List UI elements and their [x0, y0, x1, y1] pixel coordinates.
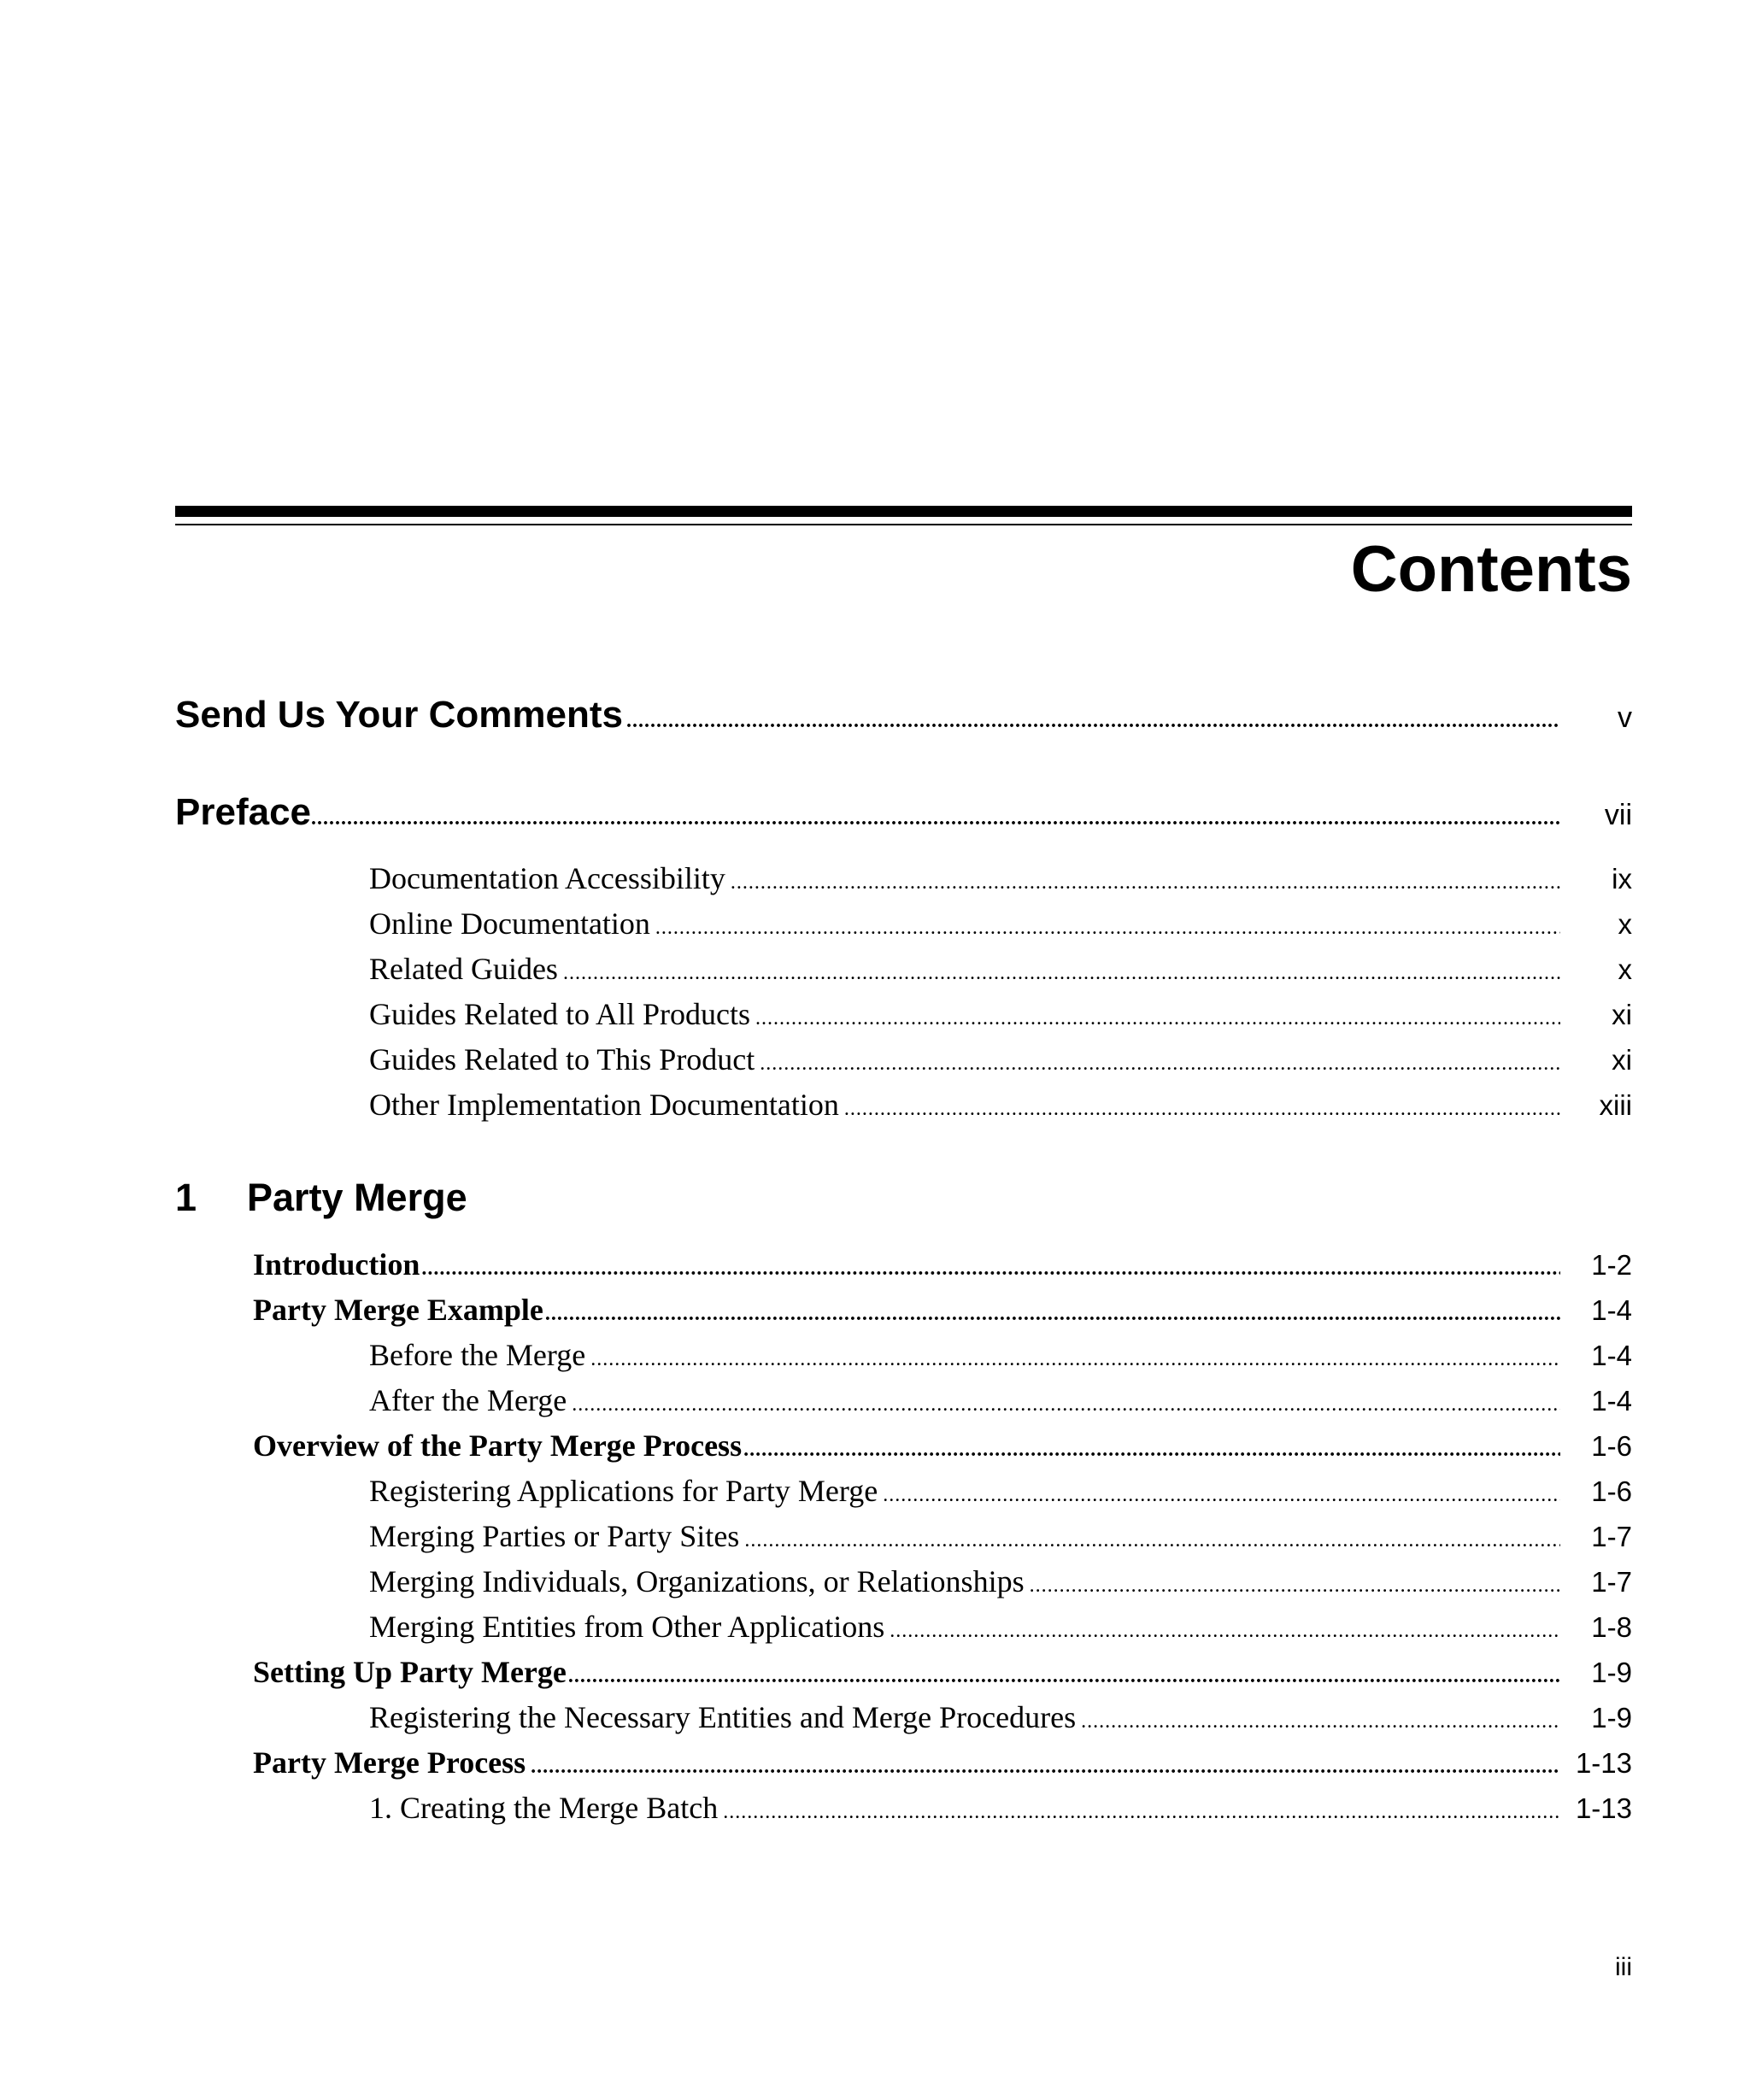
dot-leader [626, 710, 1560, 733]
toc-entry-preface[interactable] [175, 791, 1632, 834]
toc-entry-label: Party Merge Example [253, 1293, 543, 1327]
toc-entry-page: 1-4 [1591, 1385, 1632, 1417]
dot-leader [590, 1348, 1560, 1371]
chapter-title: Party Merge [247, 1176, 467, 1219]
dot-leader [744, 1529, 1560, 1552]
toc-entry-label: Merging Entities from Other Applications [369, 1610, 885, 1644]
toc-entry-party-merge-example[interactable] [253, 1292, 1632, 1328]
toc-entry-label: Before the Merge [369, 1338, 586, 1372]
toc-entry-page: 1-7 [1591, 1521, 1632, 1552]
dot-leader [743, 1439, 1560, 1462]
toc-entry-label: Introduction [253, 1247, 420, 1282]
toc-entry-party-merge-process[interactable] [253, 1745, 1632, 1780]
toc-entry-introduction[interactable] [253, 1247, 1632, 1282]
dot-leader [572, 1393, 1560, 1417]
toc-entry-registering-applications-for-party-merge[interactable] [369, 1473, 1632, 1509]
toc-entry-after-the-merge[interactable] [369, 1382, 1632, 1418]
toc-entry-page: x [1618, 908, 1632, 940]
toc-entry-label: Online Documentation [369, 906, 650, 941]
toc-entry-page: xi [1612, 1044, 1632, 1076]
toc-entry-page: vii [1604, 799, 1632, 831]
toc-entry-page: 1-6 [1591, 1430, 1632, 1462]
toc-entry-label: Overview of the Party Merge Process [253, 1428, 743, 1463]
toc-entry-label: Send Us Your Comments [175, 694, 624, 736]
dot-leader [883, 1484, 1560, 1507]
toc-entry-documentation-accessibility[interactable] [369, 860, 1632, 896]
toc-entry-online-documentation[interactable] [369, 906, 1632, 941]
toc-entry-page: 1-13 [1575, 1747, 1632, 1779]
toc-entry-label: Documentation Accessibility [369, 861, 725, 895]
toc-entry-guides-related-to-all-products[interactable] [369, 996, 1632, 1032]
toc-entry-related-guides[interactable] [369, 951, 1632, 987]
toc-entry-merging-individuals-organizations-or-relationships[interactable] [369, 1563, 1632, 1599]
dot-leader [531, 1756, 1560, 1779]
toc-entry-label: Setting Up Party Merge [253, 1655, 567, 1689]
toc-entry-overview-of-the-party-merge-process[interactable] [253, 1428, 1632, 1464]
toc-entry-merging-entities-from-other-applications[interactable] [369, 1609, 1632, 1645]
dot-leader [655, 917, 1560, 940]
toc-entry-label: Related Guides [369, 952, 558, 986]
dot-leader [844, 1098, 1560, 1121]
toc-entry-page: xiii [1599, 1089, 1632, 1121]
toc-entry-page: 1-9 [1591, 1657, 1632, 1688]
toc-entry-other-implementation-documentation[interactable] [369, 1087, 1632, 1123]
page-number: iii [1615, 1953, 1632, 1981]
toc-entry-label: Guides Related to This Product [369, 1042, 755, 1076]
dot-leader [760, 1053, 1560, 1076]
dot-leader [755, 1007, 1560, 1030]
dot-leader [1081, 1710, 1560, 1733]
toc-entry-page: 1-9 [1591, 1702, 1632, 1733]
toc-entry-creating-the-merge-batch[interactable] [369, 1790, 1632, 1826]
toc-entry-label: Party Merge Process [253, 1745, 526, 1780]
dot-leader [890, 1620, 1560, 1643]
header-rule-thick [175, 506, 1632, 517]
toc-entry-page: v [1618, 701, 1632, 734]
chapter-heading [175, 1172, 467, 1223]
chapter-number: 1 [175, 1176, 197, 1219]
toc-entry-page: 1-4 [1591, 1294, 1632, 1326]
toc-entry-label: Guides Related to All Products [369, 997, 750, 1031]
dot-leader [1030, 1575, 1560, 1598]
toc-entry-label: Registering the Necessary Entities and Merge Procedures [369, 1700, 1077, 1734]
toc-entry-label: Merging Individuals, Organizations, or Relationships [369, 1564, 1025, 1598]
toc-entry-guides-related-to-this-product[interactable] [369, 1041, 1632, 1077]
toc-entry-page: 1-8 [1591, 1611, 1632, 1643]
toc-entry-label: 1. Creating the Merge Batch [369, 1791, 719, 1825]
toc-entry-before-the-merge[interactable] [369, 1337, 1632, 1373]
dot-leader [731, 871, 1560, 895]
toc-entry-label: After the Merge [369, 1383, 567, 1417]
toc-entry-label: Merging Parties or Party Sites [369, 1519, 740, 1553]
toc-entry-label: Other Implementation Documentation [369, 1088, 839, 1122]
toc-entry-page: 1-7 [1591, 1566, 1632, 1598]
page-title: Contents [1350, 533, 1632, 606]
toc-entry-setting-up-party-merge[interactable] [253, 1654, 1632, 1690]
toc-entry-label: Preface [175, 791, 312, 833]
dot-leader [563, 962, 1560, 985]
toc-entry-page: 1-2 [1591, 1249, 1632, 1281]
toc-entry-page: 1-4 [1591, 1340, 1632, 1371]
toc-entry-merging-parties-or-party-sites[interactable] [369, 1518, 1632, 1554]
dot-leader [568, 1665, 1560, 1688]
toc-entry-page: 1-6 [1591, 1475, 1632, 1507]
toc-entry-registering-the-necessary-entities[interactable] [369, 1699, 1632, 1735]
toc-entry-page: ix [1612, 863, 1632, 895]
header-rule-thin [175, 524, 1632, 525]
toc-entry-page: 1-13 [1575, 1792, 1632, 1824]
dot-leader [723, 1801, 1560, 1824]
dot-leader [421, 1258, 1560, 1281]
toc-entry-send-us-your-comments[interactable] [175, 694, 1632, 736]
toc-entry-page: x [1618, 953, 1632, 985]
toc-entry-label: Registering Applications for Party Merge [369, 1474, 878, 1508]
dot-leader [311, 807, 1560, 830]
toc-entry-page: xi [1612, 999, 1632, 1030]
dot-leader [545, 1303, 1560, 1326]
